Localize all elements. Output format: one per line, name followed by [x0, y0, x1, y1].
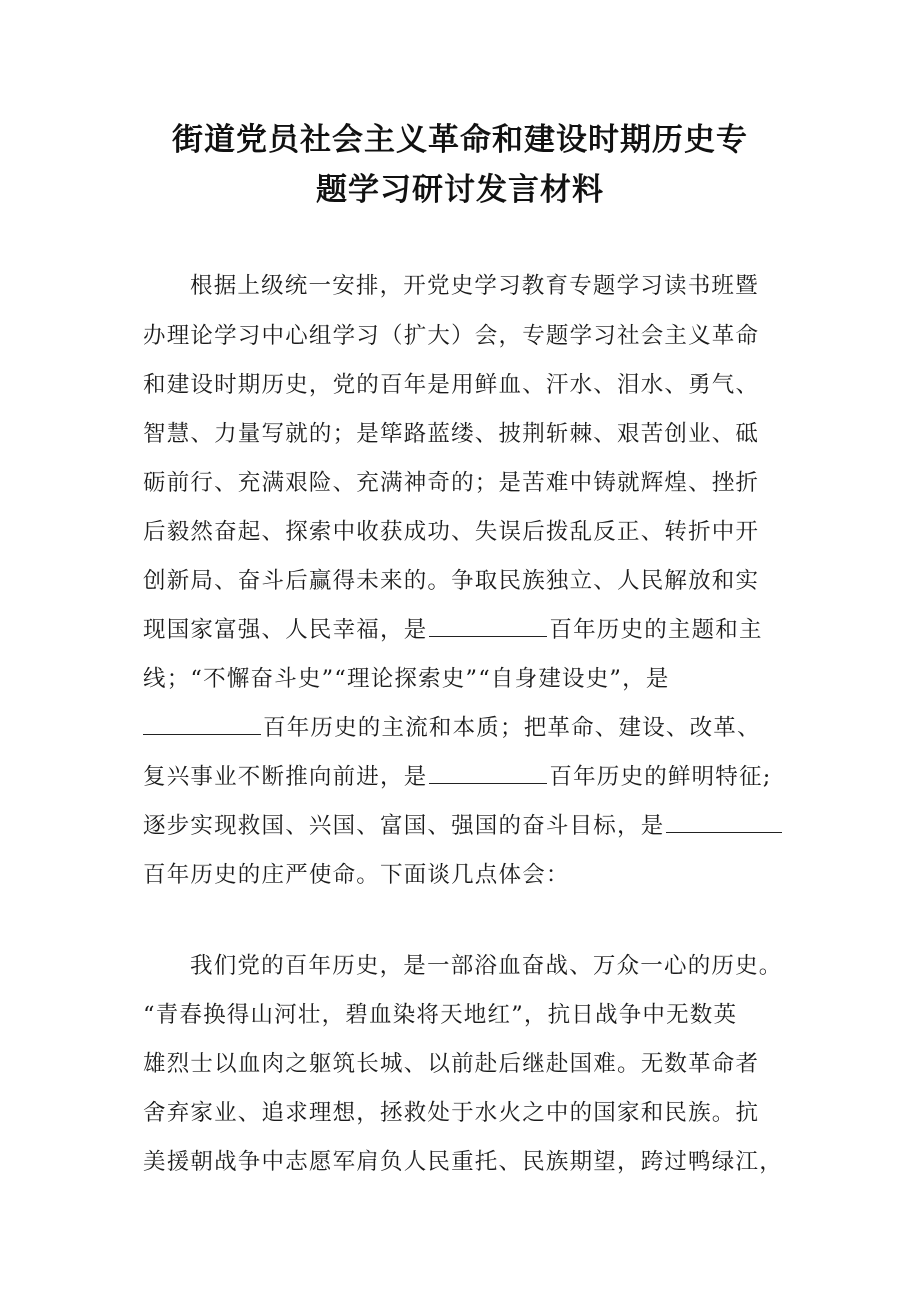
paragraph-line: 创新局、奋斗后赢得未来的。争取民族独立、人民解放和实 — [143, 568, 760, 594]
paragraph-line: 我们党的百年历史，是一部浴血奋战、万众一心的历史。 — [190, 953, 783, 979]
line-text: 现国家富强、人民幸福，是 — [143, 617, 428, 643]
paragraph-line: 和建设时期历史，党的百年是用鲜血、汗水、泪水、勇气、 — [143, 372, 760, 398]
paragraph-line: 百年历史的庄严使命。下面谈几点体会： — [143, 862, 570, 888]
paragraph-line: 舍弃家业、追求理想，拯救处于水火之中的国家和民族。抗 — [143, 1100, 760, 1126]
fill-in-blank — [143, 714, 261, 735]
paragraph-line: 根据上级统一安排，开党史学习教育专题学习读书班暨 — [190, 273, 759, 299]
paragraph-line: 砺前行、充满艰险、充满神奇的；是苦难中铸就辉煌、挫折 — [143, 470, 760, 496]
fill-in-blank — [429, 616, 547, 637]
paragraph-line: 后毅然奋起、探索中收获成功、失误后拨乱反正、转折中开 — [143, 519, 760, 545]
paragraph-line — [143, 710, 803, 742]
line-text: 百年历史的主题和主 — [549, 617, 763, 643]
line-text: 百年历史的主流和本质；把革命、建设、改革、 — [263, 715, 761, 741]
paragraph-line: 智慧、力量写就的；是筚路蓝缕、披荆斩棘、艰苦创业、砥 — [143, 421, 760, 447]
paragraph-line — [143, 759, 803, 791]
paragraph-line: 办理论学习中心组学习（扩大）会，专题学习社会主义革命 — [143, 323, 760, 349]
document-title-line-2: 题学习研讨发言材料 — [316, 172, 604, 208]
document-title-line-1: 街道党员社会主义革命和建设时期历史专 — [172, 122, 748, 158]
line-text: 逐步实现救国、兴国、富国、强国的奋斗目标，是 — [143, 813, 665, 839]
fill-in-blank — [429, 763, 547, 784]
fill-in-blank — [666, 812, 782, 833]
line-text: 复兴事业不断推向前进，是 — [143, 764, 428, 790]
paragraph-line: “青春换得山河壮，碧血染将天地红”，抗日战争中无数英 — [143, 1002, 738, 1028]
paragraph-line — [143, 808, 803, 840]
paragraph-line — [143, 612, 803, 644]
paragraph-line: 美援朝战争中志愿军肩负人民重托、民族期望，跨过鸭绿江， — [143, 1149, 783, 1175]
paragraph-line: 线；“不懈奋斗史”“理论探索史”“自身建设史”，是 — [143, 666, 670, 692]
line-text: 百年历史的鲜明特征; — [549, 764, 772, 790]
paragraph-line: 雄烈士以血肉之躯筑长城、以前赴后继赴国难。无数革命者 — [143, 1051, 760, 1077]
